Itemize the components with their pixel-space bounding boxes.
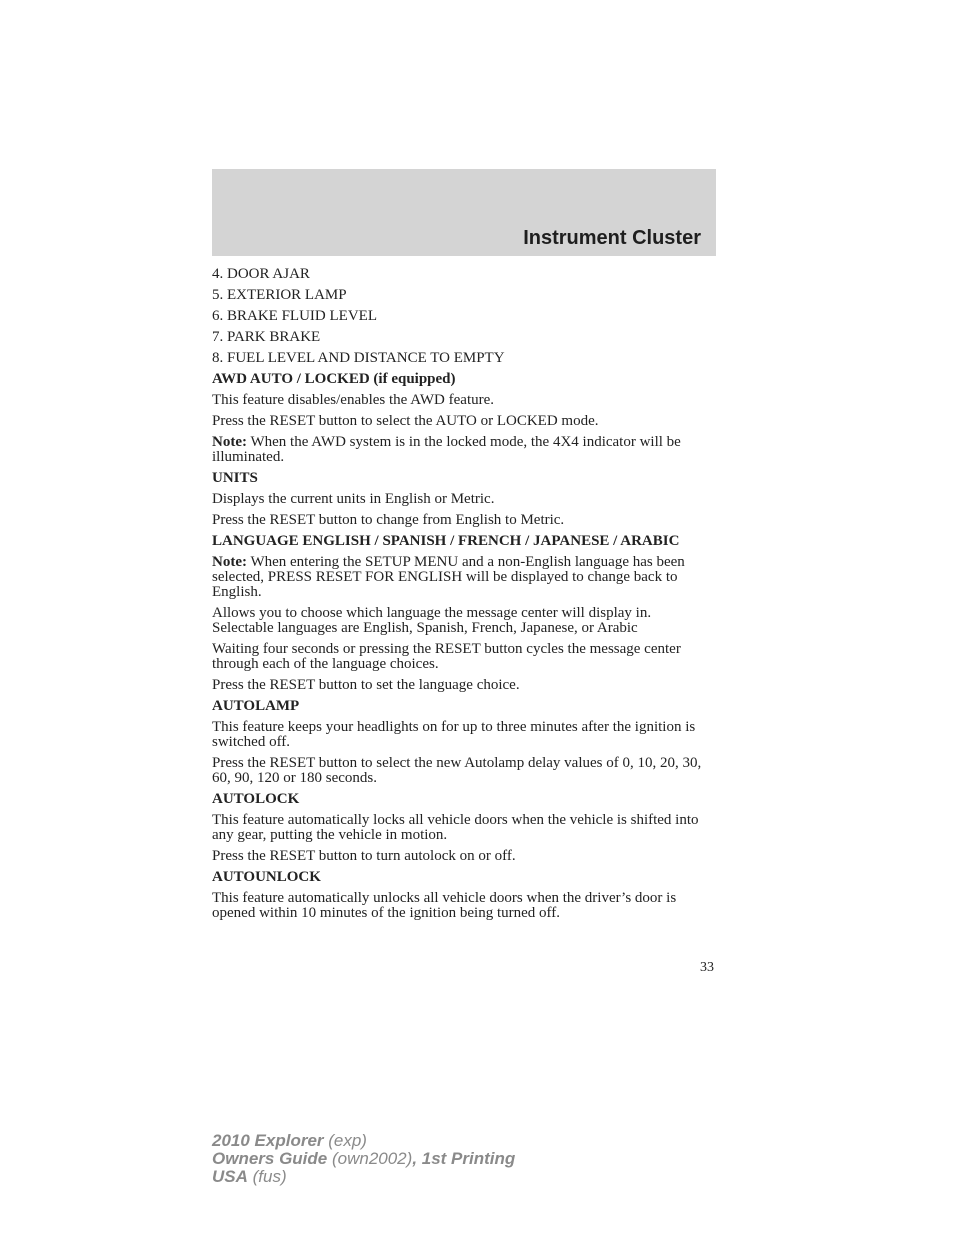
paragraph: This feature keeps your headlights on for up to three minutes after the ignition is switched off. [212, 719, 696, 750]
footer-guide-code: (own2002) [327, 1149, 413, 1168]
page-number: 33 [700, 960, 714, 975]
section-title: Instrument Cluster [523, 227, 701, 249]
paragraph: Press the RESET button to select the new Autolamp delay values of 0, 10, 20, 30, 60, 90, 120 or 180 seconds. [212, 755, 702, 786]
heading-autounlock: AUTOUNLOCK [212, 869, 321, 885]
paragraph: This feature disables/enables the AWD feature. [212, 392, 495, 408]
note-label: Note: [212, 554, 247, 570]
section-header-band [212, 169, 716, 256]
list-item: 5. EXTERIOR LAMP [212, 287, 347, 303]
list-item: 7. PARK BRAKE [212, 329, 321, 345]
list-item: 8. FUEL LEVEL AND DISTANCE TO EMPTY [212, 350, 505, 366]
footer-market-code: (fus) [247, 1167, 287, 1186]
heading-language: LANGUAGE ENGLISH / SPANISH / FRENCH / JAPANESE / ARABIC [212, 533, 680, 549]
list-item: 6. BRAKE FLUID LEVEL [212, 308, 377, 324]
footer-market: USA [212, 1167, 248, 1186]
footer-guide: Owners Guide [212, 1149, 328, 1168]
footer-printing: , 1st Printing [412, 1149, 516, 1168]
heading-units: UNITS [212, 470, 258, 486]
footer-line [212, 1132, 515, 1150]
paragraph: Waiting four seconds or pressing the RESET button cycles the message center through each of the language choices. [212, 641, 681, 672]
note-text: When the AWD system is in the locked mode, the 4X4 indicator will be illuminated. [212, 434, 681, 465]
footer-imprint [212, 1132, 515, 1186]
page-content [212, 267, 716, 927]
paragraph: This feature automatically locks all vehicle doors when the vehicle is shifted into any gear, putting the vehicle in motion. [212, 812, 699, 843]
note-label: Note: [212, 434, 247, 450]
paragraph: Displays the current units in English or Metric. [212, 491, 495, 507]
heading-autolamp: AUTOLAMP [212, 698, 300, 714]
paragraph: Press the RESET button to select the AUTO or LOCKED mode. [212, 413, 599, 429]
paragraph: Press the RESET button to set the language choice. [212, 677, 520, 693]
paragraph: This feature automatically unlocks all vehicle doors when the driver’s door is opened within 10 minutes of the ignition being turned off. [212, 890, 677, 921]
footer-model: 2010 Explorer [212, 1131, 324, 1150]
paragraph: Press the RESET button to turn autolock on or off. [212, 848, 516, 864]
list-item: 4. DOOR AJAR [212, 266, 310, 282]
heading-awd: AWD AUTO / LOCKED (if equipped) [212, 371, 456, 387]
footer-line [212, 1150, 515, 1168]
note-text: When entering the SETUP MENU and a non-English language has been selected, PRESS RESET FOR ENGLISH will be displayed to change back to English. [212, 554, 685, 600]
footer-model-code: (exp) [323, 1131, 367, 1150]
note-paragraph [212, 435, 716, 465]
paragraph: Allows you to choose which language the message center will display in. Selectable languages are English, Spanish, French, Japanese, or Arabic [212, 605, 652, 636]
paragraph: Press the RESET button to change from English to Metric. [212, 512, 565, 528]
heading-autolock: AUTOLOCK [212, 791, 300, 807]
footer-line [212, 1168, 515, 1186]
note-paragraph [212, 555, 716, 600]
